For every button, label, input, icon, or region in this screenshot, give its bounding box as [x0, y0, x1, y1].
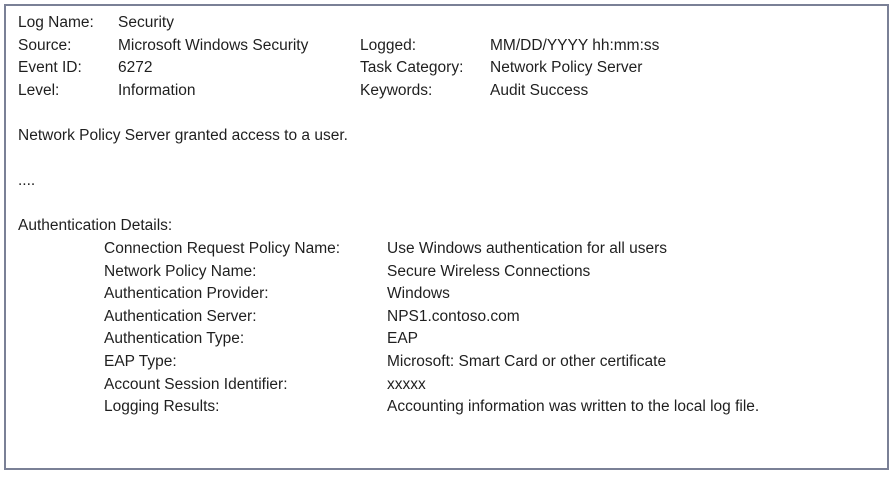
spacer — [18, 193, 879, 216]
field-value: Network Policy Server — [490, 59, 643, 77]
section-title-text: Authentication Details: — [18, 217, 173, 235]
field-label: Level: — [18, 81, 60, 99]
field-label: Logged: — [360, 36, 417, 54]
detail-value: Microsoft: Smart Card or other certificate — [387, 352, 667, 370]
indent — [18, 328, 104, 351]
spacer — [18, 102, 879, 125]
detail-value: xxxxx — [387, 375, 426, 393]
detail-value: EAP — [387, 330, 419, 348]
field-row-level — [18, 80, 879, 103]
ellipsis-line — [18, 170, 879, 193]
field-label: Task Category: — [360, 59, 464, 77]
field-value: Security — [118, 14, 174, 31]
ellipsis-text: .... — [18, 172, 36, 190]
field-row-event-id — [18, 57, 879, 80]
detail-row — [18, 351, 879, 374]
indent — [18, 261, 104, 284]
detail-label: Logging Results: — [104, 398, 220, 416]
indent — [18, 351, 104, 374]
detail-label: EAP Type: — [104, 352, 177, 370]
field-value: Microsoft Windows Security — [118, 36, 309, 54]
field-value: 6272 — [118, 59, 153, 77]
field-row-log-name — [18, 12, 879, 35]
field-label: Event ID: — [18, 59, 82, 77]
indent — [18, 306, 104, 329]
detail-row — [18, 374, 879, 397]
detail-row — [18, 396, 879, 419]
detail-value: NPS1.contoso.com — [387, 307, 520, 325]
detail-label: Network Policy Name: — [104, 262, 257, 280]
detail-label: Connection Request Policy Name: — [104, 239, 341, 257]
event-description-text: Network Policy Server granted access to a user. — [18, 126, 348, 144]
detail-row — [18, 328, 879, 351]
field-label: Source: — [18, 36, 72, 54]
indent — [18, 283, 104, 306]
indent — [18, 238, 104, 261]
field-row-source — [18, 35, 879, 58]
field-value: Audit Success — [490, 81, 589, 99]
indent — [18, 374, 104, 397]
detail-row — [18, 283, 879, 306]
detail-value: Windows — [387, 285, 450, 303]
detail-label: Authentication Provider: — [104, 285, 269, 303]
event-log-box — [4, 4, 889, 470]
detail-label: Account Session Identifier: — [104, 375, 288, 393]
detail-row — [18, 261, 879, 284]
field-value: MM/DD/YYYY hh:mm:ss — [490, 36, 660, 54]
indent — [18, 396, 104, 419]
spacer — [18, 148, 879, 171]
detail-row — [18, 238, 879, 261]
detail-row — [18, 306, 879, 329]
event-description — [18, 125, 879, 148]
field-value: Information — [118, 81, 196, 99]
section-title — [18, 215, 879, 238]
detail-label: Authentication Server: — [104, 307, 257, 325]
field-label: Keywords: — [360, 81, 433, 99]
detail-value: Secure Wireless Connections — [387, 262, 591, 280]
field-label: Log Name: — [18, 14, 94, 31]
detail-value: Use Windows authentication for all users — [387, 239, 667, 257]
detail-value: Accounting information was written to the local log file. — [387, 398, 760, 416]
detail-label: Authentication Type: — [104, 330, 245, 348]
